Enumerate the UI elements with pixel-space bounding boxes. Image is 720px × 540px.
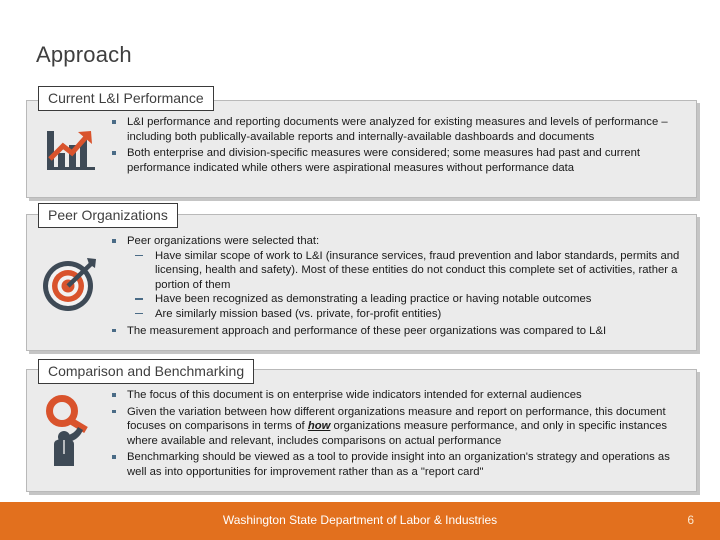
bullet-list <box>105 234 686 338</box>
list-item <box>105 115 686 144</box>
list-item <box>105 405 686 449</box>
list-item <box>105 388 686 403</box>
sub-bullet-text: Are similarly mission based (vs. private, for-profit entities) <box>155 307 442 320</box>
bullet-dash-icon <box>135 255 143 256</box>
footer-organization-name: Washington State Department of Labor & Industries <box>222 513 498 527</box>
list-item <box>105 234 686 322</box>
section-label-peer-organizations: Peer Organizations <box>38 203 178 228</box>
bullet-list <box>105 388 686 480</box>
bullet-square-icon <box>112 410 116 414</box>
bullet-square-icon <box>112 329 116 333</box>
bullet-text: Both enterprise and division-specific measures were considered; some measures had past and current performance indicated while others were aspirational measures without performance data <box>127 147 641 174</box>
section-panel-current-performance <box>26 100 697 198</box>
list-item <box>105 146 686 175</box>
bullet-text: The measurement approach and performance of these peer organizations was compared to L&I <box>127 324 607 337</box>
sub-bullet-text: Have been recognized as demonstrating a leading practice or having notable outcomes <box>155 293 592 306</box>
bullet-square-icon <box>112 455 116 459</box>
section-label-comparison-benchmarking: Comparison and Benchmarking <box>38 359 254 384</box>
bullet-square-icon <box>112 239 116 243</box>
sub-bullet-text: Have similar scope of work to L&I (insurance services, fraud prevention and labor standards, permits and licensing, health and safety). Most of these entities do not conduct this complete set of activities, rather a portion of them <box>155 249 680 291</box>
sub-bullet-list <box>127 249 686 322</box>
section-content-peer-organizations <box>105 215 696 340</box>
person-magnifying-glass-icon <box>27 370 105 491</box>
list-item <box>105 450 686 479</box>
bullet-list <box>105 115 686 175</box>
bullet-text: L&I performance and reporting documents were analyzed for existing measures and levels of performance – including both publically-available reports and internally-available dashboards and documents <box>127 116 668 143</box>
bar-chart-growth-icon <box>27 101 105 197</box>
bullet-dash-icon <box>135 313 143 314</box>
emphasized-word: how <box>307 420 331 433</box>
section-content-current-performance <box>105 101 696 177</box>
bullet-text: The focus of this document is on enterprise wide indicators intended for external audiences <box>127 389 582 401</box>
section-panel-peer-organizations <box>26 214 697 351</box>
list-item <box>127 249 686 293</box>
bullet-dash-icon <box>135 298 143 299</box>
section-content-comparison-benchmarking <box>105 370 696 482</box>
section-panel-comparison-benchmarking <box>26 369 697 492</box>
bullet-text: Benchmarking should be viewed as a tool to provide insight into an organization's strategy and operations as well as into opportunities for improvement rather than as a "report card" <box>127 451 670 478</box>
bullet-text-cont: organizations measure performance, and only in specific instances where available and relevant, includes comparisons on actual performance <box>127 420 667 447</box>
slide-footer <box>0 502 720 540</box>
list-item <box>105 324 686 339</box>
bullet-square-icon <box>112 120 116 124</box>
bullet-square-icon <box>112 151 116 155</box>
bullet-square-icon <box>112 393 116 397</box>
list-item <box>127 307 686 322</box>
slide-page-number: 6 <box>687 513 694 527</box>
bullet-text: Peer organizations were selected that: <box>127 235 320 247</box>
list-item <box>127 292 686 307</box>
section-label-current-performance: Current L&I Performance <box>38 86 214 111</box>
page-title: Approach <box>36 42 132 67</box>
bullet-text: Given the variation between how different organizations measure and report on performance, this document focuses on comparisons in terms of <box>127 405 666 433</box>
target-bullseye-icon <box>27 215 105 350</box>
